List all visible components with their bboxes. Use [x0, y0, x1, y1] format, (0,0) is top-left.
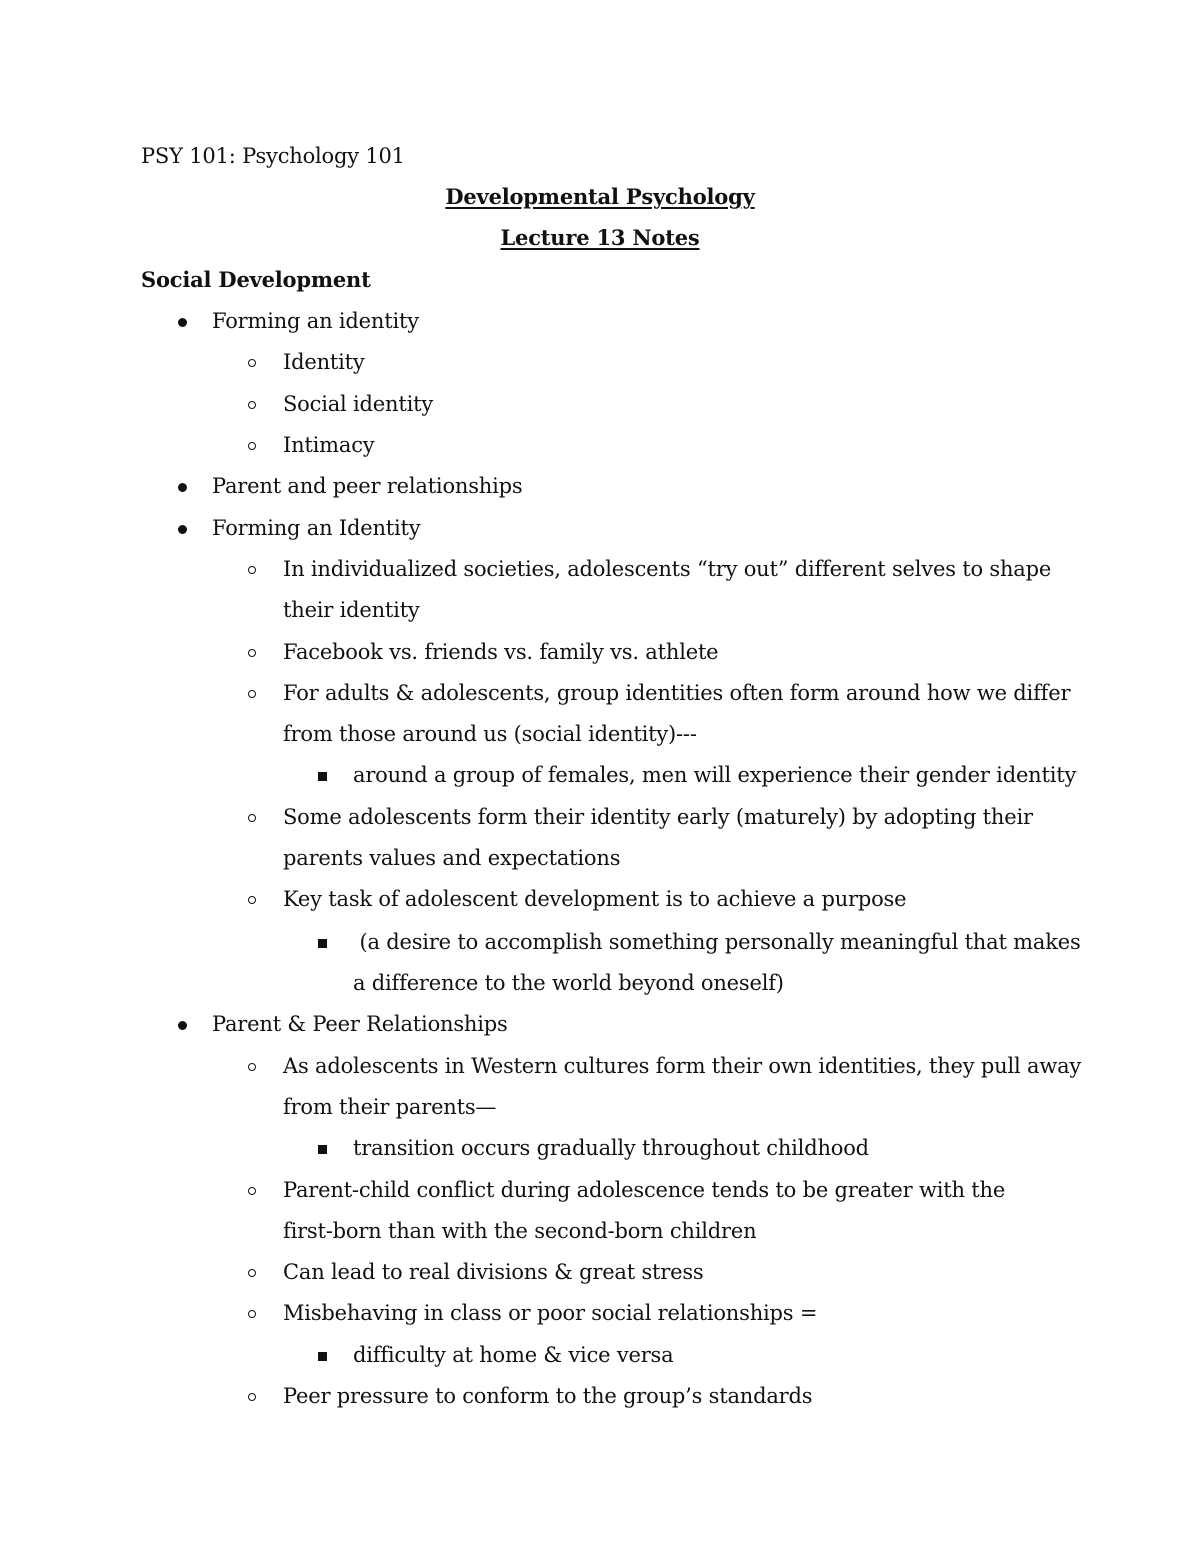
list-item-continuation: parents values and expectations	[283, 846, 621, 870]
circle-bullet-icon	[248, 556, 256, 584]
square-bullet-icon	[318, 1342, 327, 1370]
list-item: Forming an Identity	[212, 516, 421, 540]
list-item: Facebook vs. friends vs. family vs. athlete	[283, 640, 719, 664]
square-bullet-icon	[318, 762, 327, 790]
list-item: Misbehaving in class or poor social relationships =	[283, 1301, 818, 1325]
list-item: Some adolescents form their identity early (maturely) by adopting their	[283, 805, 1033, 829]
square-bullet-icon	[318, 1135, 327, 1163]
section-heading: Social Development	[141, 267, 371, 292]
list-item-continuation: from their parents—	[283, 1095, 497, 1119]
circle-bullet-icon	[248, 432, 256, 460]
list-item: Can lead to real divisions & great stress	[283, 1260, 704, 1284]
list-item: Identity	[283, 350, 365, 374]
circle-bullet-icon	[248, 1259, 256, 1287]
circle-bullet-icon	[248, 349, 256, 377]
circle-bullet-icon	[248, 1383, 256, 1411]
list-item: Social identity	[283, 392, 433, 416]
disc-bullet-icon	[178, 308, 187, 336]
list-item-continuation: a difference to the world beyond oneself)	[353, 971, 784, 995]
list-item: As adolescents in Western cultures form their own identities, they pull away	[283, 1054, 1082, 1078]
list-item: Parent & Peer Relationships	[212, 1012, 508, 1036]
document-title: Developmental Psychology	[445, 184, 755, 209]
disc-bullet-icon	[178, 515, 187, 543]
circle-bullet-icon	[248, 886, 256, 914]
list-item: Intimacy	[283, 433, 375, 457]
list-item: (a desire to accomplish something personally meaningful that makes	[353, 930, 1081, 954]
circle-bullet-icon	[248, 391, 256, 419]
circle-bullet-icon	[248, 680, 256, 708]
list-item: Parent-child conflict during adolescence tends to be greater with the	[283, 1178, 1006, 1202]
circle-bullet-icon	[248, 639, 256, 667]
course-heading: PSY 101: Psychology 101	[141, 144, 405, 168]
disc-bullet-icon	[178, 473, 187, 501]
circle-bullet-icon	[248, 1300, 256, 1328]
list-item: For adults & adolescents, group identities often form around how we differ	[283, 681, 1071, 705]
list-item-continuation: first-born than with the second-born children	[283, 1219, 757, 1243]
lecture-subtitle: Lecture 13 Notes	[500, 225, 700, 250]
circle-bullet-icon	[248, 1177, 256, 1205]
square-bullet-icon	[318, 929, 327, 957]
list-item: Key task of adolescent development is to achieve a purpose	[283, 887, 907, 911]
circle-bullet-icon	[248, 1053, 256, 1081]
list-item: Peer pressure to conform to the group’s standards	[283, 1384, 813, 1408]
list-item: difficulty at home & vice versa	[353, 1343, 674, 1367]
list-item: around a group of females, men will experience their gender identity	[353, 763, 1077, 787]
list-item: transition occurs gradually throughout childhood	[353, 1136, 869, 1160]
circle-bullet-icon	[248, 804, 256, 832]
list-item: Parent and peer relationships	[212, 474, 523, 498]
disc-bullet-icon	[178, 1011, 187, 1039]
list-item: In individualized societies, adolescents “try out” different selves to shape	[283, 557, 1052, 581]
list-item-continuation: their identity	[283, 598, 420, 622]
list-item-continuation: from those around us (social identity)---	[283, 722, 697, 746]
list-item: Forming an identity	[212, 309, 419, 333]
